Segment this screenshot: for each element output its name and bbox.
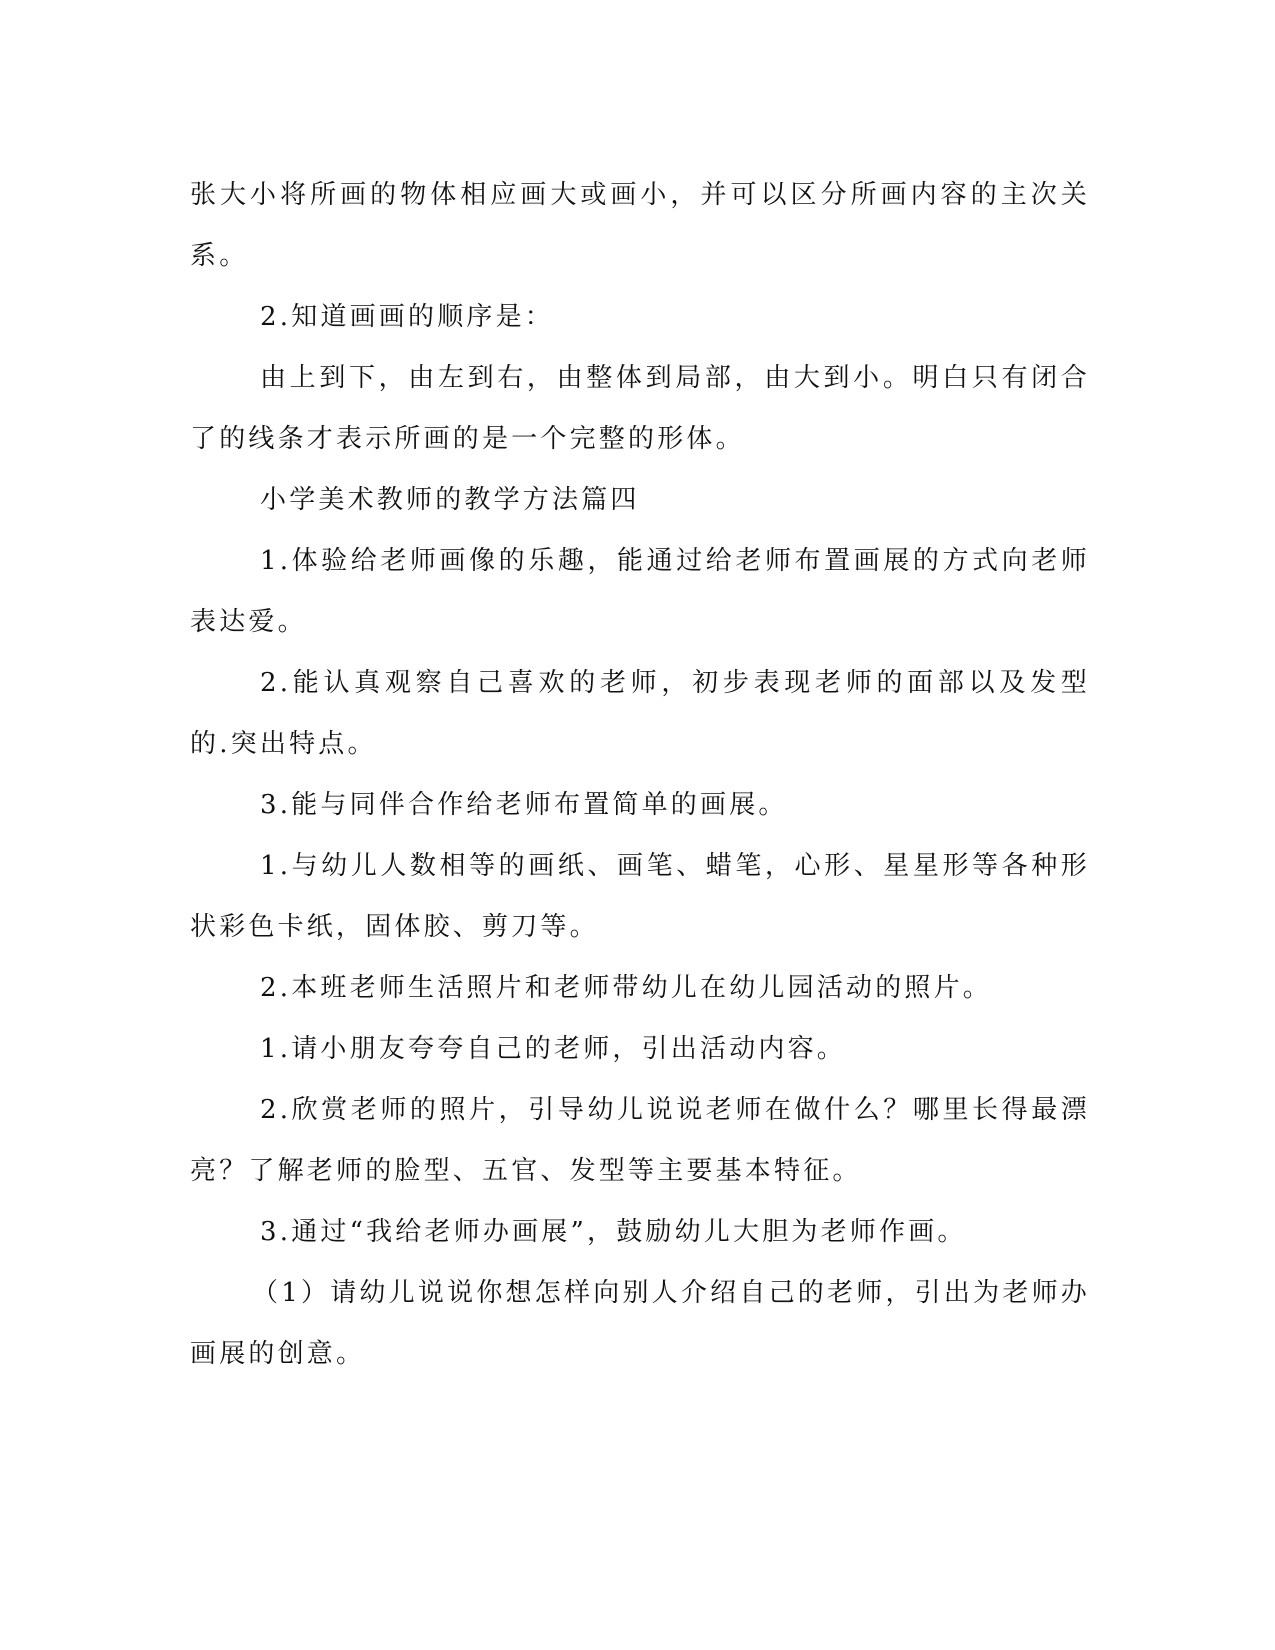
paragraph: 张大小将所画的物体相应画大或画小，并可以区分所画内容的主次关系。 xyxy=(190,180,1090,271)
paragraph: 2.能认真观察自己喜欢的老师，初步表现老师的面部以及发型的.突出特点。 xyxy=(190,668,1090,759)
paragraph: 3.能与同伴合作给老师布置简单的画展。 xyxy=(260,790,788,820)
paragraph: （1）请幼儿说说你想怎样向别人介绍自己的老师，引出为老师办画展的创意。 xyxy=(190,1278,1090,1369)
paragraph: 2.欣赏老师的照片，引导幼儿说说老师在做什么？哪里长得最漂亮？了解老师的脸型、五官、发型等主要基本特征。 xyxy=(190,1095,1090,1186)
paragraph: 1.与幼儿人数相等的画纸、画笔、蜡笔，心形、星星形等各种形状彩色卡纸，固体胶、剪刀等。 xyxy=(190,851,1090,942)
paragraph: 2.知道画画的顺序是： xyxy=(260,302,555,332)
paragraph: 3.通过“我给老师办画展”，鼓励幼儿大胆为老师作画。 xyxy=(260,1217,967,1247)
paragraph: 2.本班老师生活照片和老师带幼儿在幼儿园活动的照片。 xyxy=(260,973,993,1003)
body-text xyxy=(190,165,1090,1385)
section-heading: 小学美术教师的教学方法篇四 xyxy=(260,485,640,515)
paragraph: 1.体验给老师画像的乐趣，能通过给老师布置画展的方式向老师表达爱。 xyxy=(190,546,1090,637)
paragraph: 由上到下，由左到右，由整体到局部，由大到小。明白只有闭合了的线条才表示所画的是一个完整的形体。 xyxy=(190,363,1090,454)
paragraph: 1.请小朋友夸夸自己的老师，引出活动内容。 xyxy=(260,1034,847,1064)
